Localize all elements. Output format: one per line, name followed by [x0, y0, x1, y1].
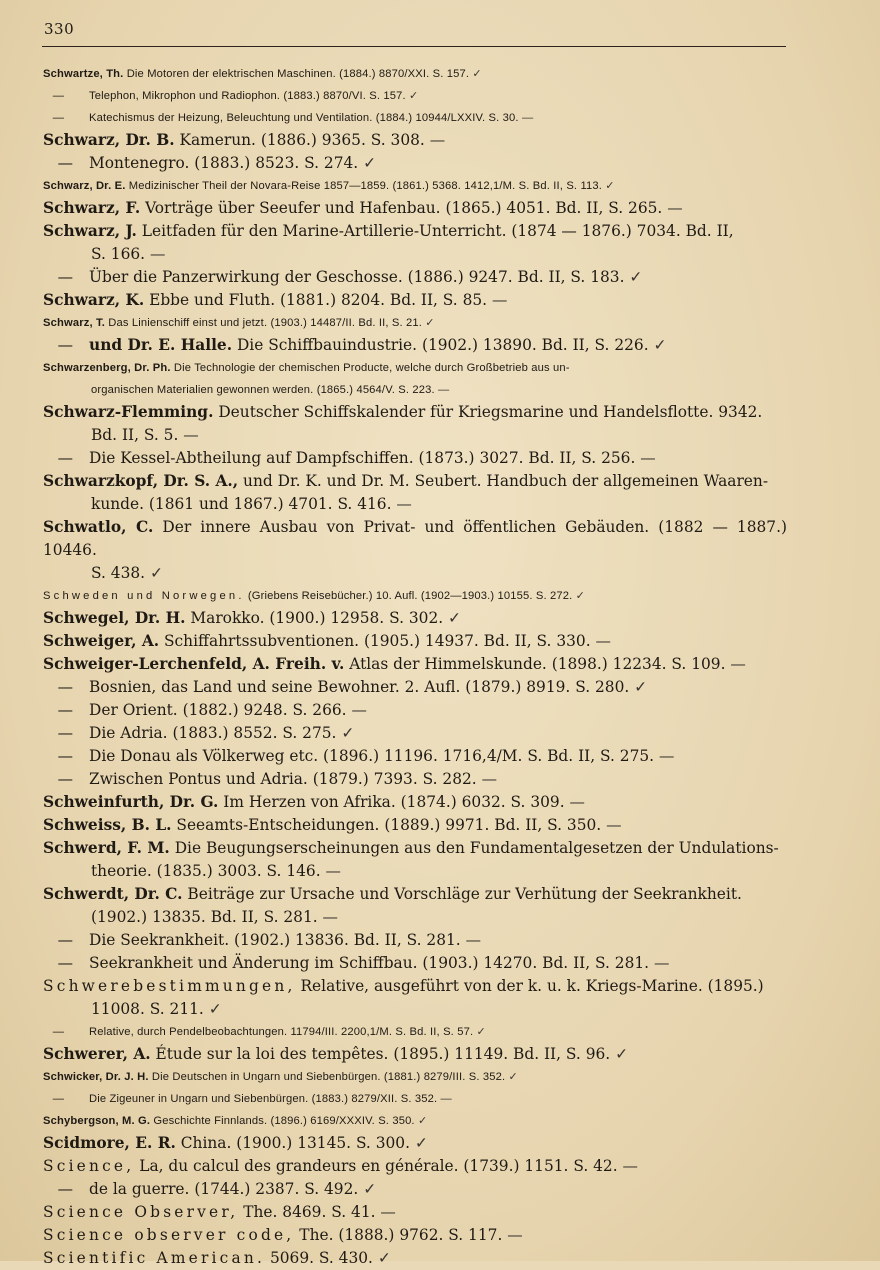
check-mark-icon: ✓ [572, 590, 586, 602]
entry-text: Die Beugungserscheinungen aus den Fundamentalgesetzen der Undulations- [169, 839, 779, 857]
entry-text: Über die Panzerwirkung der Geschosse. (1886.) 9247. Bd. II, S. 183. [89, 268, 625, 286]
catalog-entry [43, 289, 787, 312]
entry-text: Das Linienschiff einst und jetzt. (1903.) 14487/II. Bd. II, S. 21. [104, 317, 423, 329]
entry-text: Marokko. (1900.) 12958. S. 302. [185, 609, 444, 627]
entry-text: Katechismus der Heizung, Beleuchtung und Ventilation. (1884.) 10944/LXXIV. S. 30. [89, 112, 519, 124]
dash-mark-icon: — [564, 793, 585, 811]
entry-continuation: S. 166. — [91, 245, 166, 263]
ditto-dash: — [43, 770, 83, 788]
catalog-entry [43, 1155, 787, 1178]
catalog-entry [43, 837, 787, 883]
catalog-entry [43, 699, 787, 722]
catalog-entry [43, 401, 787, 447]
dash-mark-icon: — [346, 701, 367, 719]
catalog-entry [43, 312, 787, 334]
entry-author: Schweiger-Lerchenfeld, A. Freih. v. [43, 655, 345, 673]
catalog-entry [43, 1043, 787, 1066]
entry-text: Der innere Ausbau von Privat- und öffentlichen Gebäuden. (1882 — 1887.) 10446. [43, 518, 787, 559]
entry-author: Schwarz, Dr. E. [43, 180, 126, 192]
catalog-entry [43, 516, 787, 585]
catalog-entry [43, 1021, 787, 1043]
dash-mark-icon: — [375, 1203, 396, 1221]
entry-text: Der Orient. (1882.) 9248. S. 266. [89, 701, 347, 719]
entry-text: The. 8469. S. 41. [238, 1203, 376, 1221]
catalog-entry [43, 722, 787, 745]
check-mark-icon: ✓ [629, 678, 648, 696]
ditto-dash: — [43, 954, 83, 972]
entry-text: Beiträge zur Ursache und Vorschläge zur Verhütung der Seekrankheit. [182, 885, 742, 903]
entry-author: Schweiss, B. L. [43, 816, 172, 834]
ditto-dash: — [43, 724, 83, 742]
ditto-dash: — [43, 701, 83, 719]
catalog-entry [43, 1132, 787, 1155]
entry-continuation: Bd. II, S. 5. — [91, 426, 199, 444]
entry-author: Schwarzkopf, Dr. S. A., [43, 472, 239, 490]
header-rule [42, 46, 786, 47]
entry-text: The. (1888.) 9762. S. 117. [294, 1226, 503, 1244]
catalog-entry [43, 883, 787, 929]
entry-heading-spaced: Science Observer, [43, 1203, 239, 1221]
check-mark-icon: ✓ [336, 724, 355, 742]
entry-text: Étude sur la loi des tempêtes. (1895.) 11149. Bd. II, S. 96. [150, 1045, 611, 1063]
ditto-dash: — [43, 1026, 71, 1038]
entry-text: Die Motoren der elektrischen Maschinen. (1884.) 8870/XXI. S. 157. [123, 68, 470, 80]
entry-author: Schwarz, K. [43, 291, 145, 309]
ditto-dash: — [43, 112, 71, 124]
entry-text: Medizinischer Theil der Novara-Reise 1857—1859. (1861.) 5368. 1412,1/M. S. Bd. II, S. 113. [125, 180, 602, 192]
entry-text: Die Adria. (1883.) 8552. S. 275. [89, 724, 337, 742]
entry-author: Schwartze, Th. [43, 68, 124, 80]
entry-text: Relative, durch Pendelbeobachtungen. 11794/III. 2200,1/M. S. Bd. II, S. 57. [89, 1026, 474, 1038]
catalog-entry [43, 85, 787, 107]
catalog-entry [43, 220, 787, 266]
entry-author: Schwicker, Dr. J. H. [43, 1071, 149, 1083]
entry-text: 5069. S. 430. [265, 1249, 373, 1267]
entry-author: Schwerd, F. M. [43, 839, 170, 857]
check-mark-icon: ✓ [505, 1071, 519, 1083]
entry-text: und Dr. K. und Dr. M. Seubert. Handbuch der allgemeinen Waaren- [238, 472, 769, 490]
ditto-dash: — [43, 268, 83, 286]
entry-author: Schwatlo, C. [43, 518, 154, 536]
entry-text: Bosnien, das Land und seine Bewohner. 2. Aufl. (1879.) 8919. S. 280. [89, 678, 630, 696]
entry-text: Zwischen Pontus und Adria. (1879.) 7393. S. 282. [89, 770, 477, 788]
check-mark-icon: ✓ [203, 1000, 222, 1018]
entry-text: Die Donau als Völkerweg etc. (1896.) 11196. 1716,4/M. S. Bd. II, S. 275. [89, 747, 655, 765]
catalog-entry [43, 334, 787, 357]
dash-mark-icon: — [617, 1157, 638, 1175]
entry-text: Im Herzen von Afrika. (1874.) 6032. S. 309. [218, 793, 565, 811]
catalog-entry [43, 814, 787, 837]
catalog-entry [43, 585, 787, 607]
dash-mark-icon: — [178, 426, 199, 444]
page-number: 330 [44, 20, 75, 38]
catalog-entry [43, 1201, 787, 1224]
entry-text: Ebbe und Fluth. (1881.) 8204. Bd. II, S. 85. [144, 291, 488, 309]
catalog-entry [43, 357, 787, 401]
entry-text: Vorträge über Seeufer und Hafenbau. (1865.) 4051. Bd. II, S. 265. [140, 199, 663, 217]
dash-mark-icon: — [654, 747, 675, 765]
check-mark-icon: ✓ [443, 609, 461, 627]
dash-mark-icon: — [145, 245, 166, 263]
check-mark-icon: ✓ [648, 336, 667, 354]
catalog-entry [43, 791, 787, 814]
dash-mark-icon: — [649, 954, 670, 972]
entry-continuation: theorie. (1835.) 3003. S. 146. — [91, 862, 341, 880]
dash-mark-icon: — [320, 862, 341, 880]
entry-continuation: (1902.) 13835. Bd. II, S. 281. — [91, 908, 338, 926]
catalog-entry [43, 975, 787, 1021]
catalog-entry [43, 152, 787, 175]
check-mark-icon: ✓ [410, 1134, 428, 1152]
entry-author: Schweiger, A. [43, 632, 160, 650]
entry-continuation: S. 438. ✓ [91, 564, 163, 582]
catalog-entry [43, 653, 787, 676]
catalog-entry [43, 630, 787, 653]
ditto-dash: — [43, 931, 83, 949]
check-mark-icon: ✓ [602, 180, 615, 192]
dash-mark-icon: — [725, 655, 746, 673]
entry-author: Schwegel, Dr. H. [43, 609, 186, 627]
check-mark-icon: ✓ [469, 68, 482, 80]
entry-author: Schybergson, M. G. [43, 1115, 151, 1127]
catalog-entry [43, 929, 787, 952]
entry-text: Geschichte Finnlands. (1896.) 6169/XXXIV. S. 350. [150, 1115, 415, 1127]
entry-coauthor: und Dr. E. Halle. [89, 336, 233, 354]
dash-mark-icon: — [487, 291, 508, 309]
dash-mark-icon: — [460, 931, 481, 949]
entry-heading-spaced: Schweden und Norwegen. [43, 590, 245, 602]
ditto-dash: — [43, 90, 71, 102]
entry-text: de la guerre. (1744.) 2387. S. 492. [89, 1180, 359, 1198]
check-mark-icon: ✓ [358, 154, 376, 172]
dash-mark-icon: — [434, 384, 450, 396]
catalog-entry [43, 129, 787, 152]
check-mark-icon: ✓ [358, 1180, 377, 1198]
dash-mark-icon: — [391, 495, 412, 513]
catalog-entry [43, 197, 787, 220]
entry-text: Deutscher Schiffskalender für Kriegsmarine und Handelsflotte. 9342. [213, 403, 763, 421]
dash-mark-icon: — [424, 131, 446, 149]
dash-mark-icon: — [601, 816, 622, 834]
entry-text: Kamerun. (1886.) 9365. S. 308. [174, 131, 425, 149]
check-mark-icon: ✓ [414, 1115, 428, 1127]
entry-text: Seekrankheit und Änderung im Schiffbau. (1903.) 14270. Bd. II, S. 281. [89, 954, 650, 972]
entry-author: Scidmore, E. R. [43, 1134, 176, 1152]
entry-author: Schwarz, J. [43, 222, 137, 240]
catalog-entry [43, 676, 787, 699]
entry-author: Schwerer, A. [43, 1045, 151, 1063]
catalog-entry [43, 768, 787, 791]
check-mark-icon: ✓ [473, 1026, 487, 1038]
check-mark-icon: ✓ [372, 1249, 391, 1267]
catalog-entry [43, 1110, 787, 1132]
entry-text: Die Deutschen in Ungarn und Siebenbürgen. (1881.) 8279/III. S. 352. [148, 1071, 506, 1083]
check-mark-icon: ✓ [422, 317, 435, 329]
entry-continuation: kunde. (1861 und 1867.) 4701. S. 416. — [91, 495, 412, 513]
entry-author: Schwarz-Flemming. [43, 403, 214, 421]
dash-mark-icon: — [518, 112, 534, 124]
entry-heading-spaced: Scientific American. [43, 1249, 266, 1267]
entry-continuation: 11008. S. 211. ✓ [91, 1000, 222, 1018]
catalog-entry [43, 266, 787, 289]
entry-text: Leitfaden für den Marine-Artillerie-Unterricht. (1874 — 1876.) 7034. Bd. II, [136, 222, 734, 240]
dash-mark-icon: — [437, 1093, 452, 1105]
dash-mark-icon: — [476, 770, 497, 788]
catalog-entry [43, 607, 787, 630]
entry-text: Die Schiffbauindustrie. (1902.) 13890. Bd. II, S. 226. [232, 336, 649, 354]
catalog-entry [43, 1088, 787, 1110]
entry-text: La, du calcul des grandeurs en générale. (1739.) 1151. S. 42. [134, 1157, 618, 1175]
check-mark-icon: ✓ [405, 90, 419, 102]
dash-mark-icon: — [590, 632, 611, 650]
entry-author: Schwerdt, Dr. C. [43, 885, 183, 903]
catalog-entry [43, 952, 787, 975]
check-mark-icon: ✓ [624, 268, 643, 286]
catalog-entry [43, 447, 787, 470]
entry-text: Die Technologie der chemischen Producte, welche durch Großbetrieb aus un- [170, 362, 570, 374]
entry-text: Schiffahrtssubventionen. (1905.) 14937. Bd. II, S. 330. [159, 632, 591, 650]
entry-author: Schwarzenberg, Dr. Ph. [43, 362, 171, 374]
catalog-entry [43, 63, 787, 85]
entry-author: Schwarz, Dr. B. [43, 131, 175, 149]
check-mark-icon: ✓ [610, 1045, 628, 1063]
catalog-entry [43, 1178, 787, 1201]
check-mark-icon: ✓ [145, 564, 163, 582]
catalog-entry [43, 1066, 787, 1088]
entry-text: Relative, ausgeführt von der k. u. k. Kriegs-Marine. (1895.) [295, 977, 764, 995]
dash-mark-icon: — [502, 1226, 523, 1244]
entry-text: Die Zigeuner in Ungarn und Siebenbürgen. (1883.) 8279/XII. S. 352. [89, 1093, 438, 1105]
entry-list [43, 63, 787, 1270]
entry-author: Schwarz, F. [43, 199, 141, 217]
catalog-entry [43, 107, 787, 129]
entry-text: Die Seekrankheit. (1902.) 13836. Bd. II, S. 281. [89, 931, 461, 949]
catalog-entry [43, 1247, 787, 1270]
entry-text: Telephon, Mikrophon und Radiophon. (1883.) 8870/VI. S. 157. [89, 90, 406, 102]
ditto-dash: — [43, 1093, 71, 1105]
catalog-entry [43, 1224, 787, 1247]
ditto-dash: — [43, 449, 83, 467]
ditto-dash: — [43, 336, 83, 354]
dash-mark-icon: — [662, 199, 683, 217]
dash-mark-icon: — [635, 449, 656, 467]
entry-heading-spaced: Science, [43, 1157, 135, 1175]
catalog-entry [43, 175, 787, 197]
catalog-entry [43, 470, 787, 516]
ditto-dash: — [43, 1180, 83, 1198]
entry-text: Montenegro. (1883.) 8523. S. 274. [89, 154, 359, 172]
entry-author: Schweinfurth, Dr. G. [43, 793, 219, 811]
entry-text: Seeamts-Entscheidungen. (1889.) 9971. Bd. II, S. 350. [171, 816, 602, 834]
entry-heading-spaced: Schwerebestimmungen, [43, 977, 296, 995]
ditto-dash: — [43, 154, 83, 172]
entry-author: Schwarz, T. [43, 317, 105, 329]
catalog-entry [43, 745, 787, 768]
entry-text: China. (1900.) 13145. S. 300. [175, 1134, 410, 1152]
entry-text: Die Kessel-Abtheilung auf Dampfschiffen. (1873.) 3027. Bd. II, S. 256. [89, 449, 636, 467]
entry-continuation: organischen Materialien gewonnen werden. (1865.) 4564/V. S. 223. — [91, 384, 450, 396]
ditto-dash: — [43, 747, 83, 765]
entry-text: Atlas der Himmelskunde. (1898.) 12234. S. 109. [344, 655, 726, 673]
dash-mark-icon: — [317, 908, 338, 926]
entry-text: (Griebens Reisebücher.) 10. Aufl. (1902—1903.) 10155. S. 272. [244, 590, 573, 602]
ditto-dash: — [43, 678, 83, 696]
entry-heading-spaced: Science observer code, [43, 1226, 295, 1244]
